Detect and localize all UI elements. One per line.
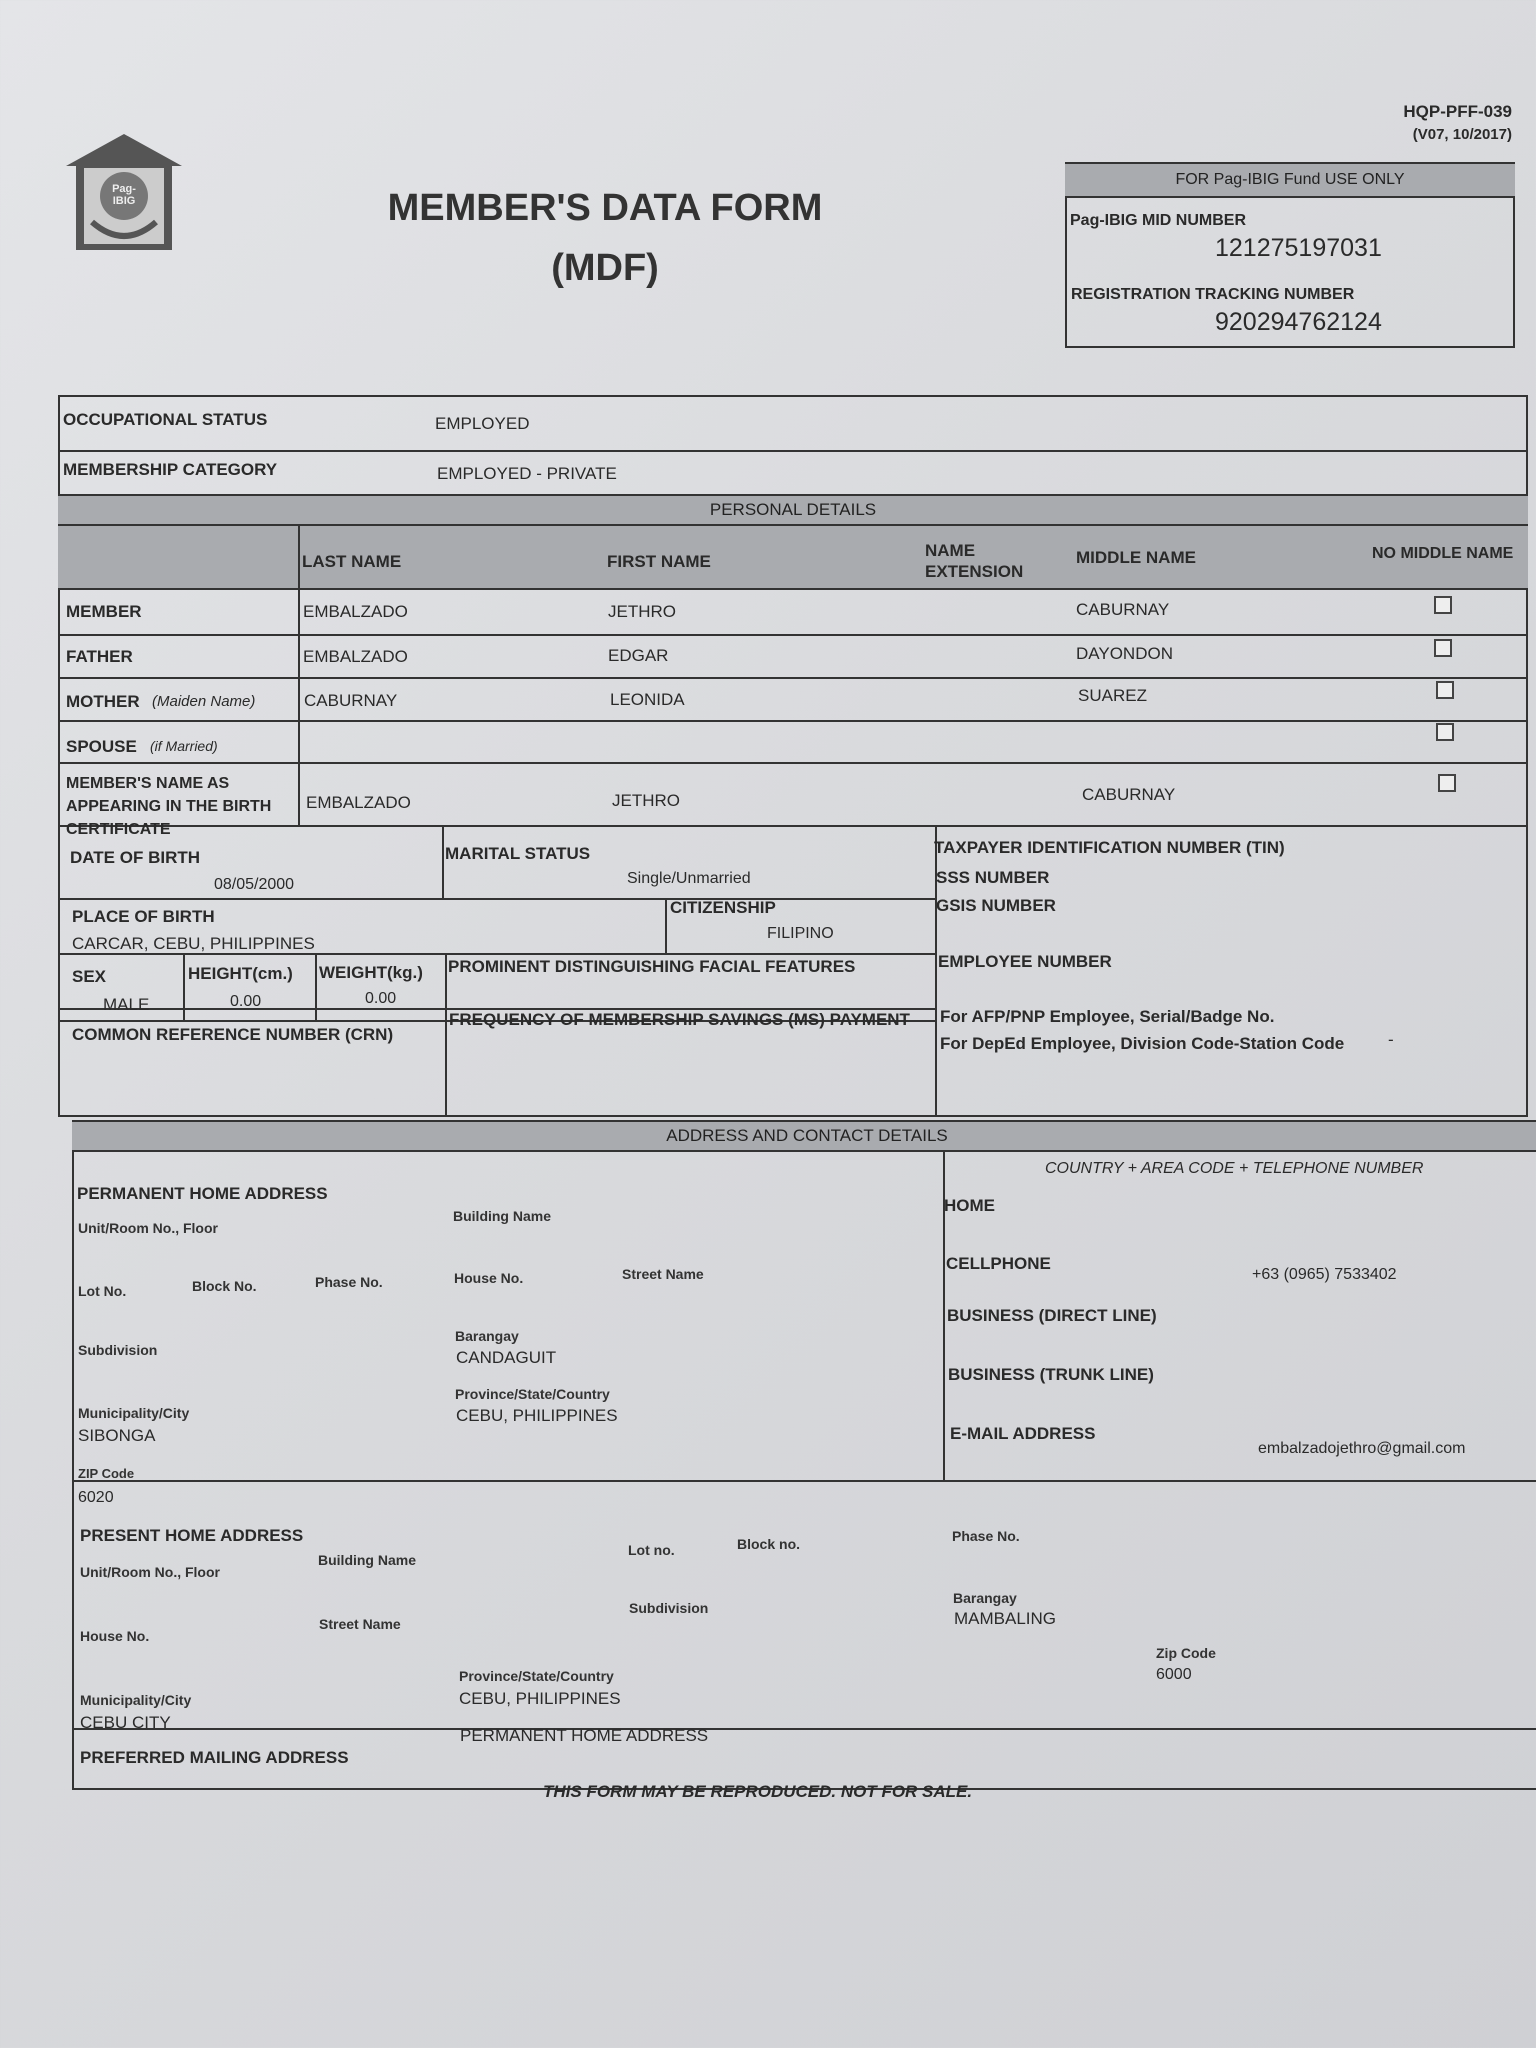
block-label: Block no. [737,1536,801,1552]
middle-name-value: DAYONDON [1076,644,1173,663]
height-value: 0.00 [230,993,262,1010]
province-value: CEBU, PHILIPPINES [459,1689,621,1708]
deped-label: For DepEd Employee, Division Code-Station Code [940,1034,1345,1053]
cellphone-value: +63 (0965) 7533402 [1252,1266,1397,1283]
afp-pnp-label: For AFP/PNP Employee, Serial/Badge No. [940,1007,1275,1026]
building-label: Building Name [453,1208,552,1224]
province-value: CEBU, PHILIPPINES [456,1406,618,1425]
cat-value: EMPLOYED - PRIVATE [437,464,617,483]
email-label: E-MAIL ADDRESS [950,1424,1096,1443]
lot-label: Lot no. [628,1542,675,1558]
row-label: MEMBER'S NAME AS APPEARING IN THE BIRTH CERTIFICATE [66,775,272,838]
no-middle-name-checkbox[interactable] [1434,639,1452,657]
zip-label: ZIP Code [78,1466,135,1481]
col-first-name: FIRST NAME [607,552,711,571]
subdivision-label: Subdivision [629,1600,709,1616]
row-label: FATHER [66,647,133,666]
present-title: PRESENT HOME ADDRESS [80,1526,304,1545]
rtn-value: 920294762124 [1215,308,1382,336]
permanent-title: PERMANENT HOME ADDRESS [77,1184,328,1203]
first-name-value: JETHRO [612,791,680,810]
row-label: SPOUSE [66,737,137,756]
pob-value: CARCAR, CEBU, PHILIPPINES [72,934,315,953]
sex-label: SEX [72,967,107,986]
citizenship-value: FILIPINO [767,925,834,942]
house-label: House No. [80,1628,150,1644]
col-no-middle-name: NO MIDDLE NAME [1372,545,1514,562]
dob-value: 08/05/2000 [214,876,295,893]
cat-label: MEMBERSHIP CATEGORY [63,460,278,479]
gsis-label: GSIS NUMBER [936,896,1056,915]
svg-text:Pag-: Pag- [112,183,136,195]
row-label: MOTHER [66,692,140,711]
no-middle-name-checkbox[interactable] [1436,681,1454,699]
lot-label: Lot No. [78,1283,127,1299]
barangay-label: Barangay [953,1590,1017,1606]
height-label: HEIGHT(cm.) [188,964,293,983]
last-name-value: EMBALZADO [303,602,408,621]
business-trunk-label: BUSINESS (TRUNK LINE) [948,1365,1154,1384]
phone-format-heading: COUNTRY + AREA CODE + TELEPHONE NUMBER [1045,1160,1424,1177]
city-label: Municipality/City [80,1692,192,1708]
citizenship-label: CITIZENSHIP [670,898,776,917]
email-value: embalzadojethro@gmail.com [1258,1440,1466,1457]
col-last-name: LAST NAME [302,552,402,571]
col-middle-name: MIDDLE NAME [1076,548,1196,567]
svg-text:IBIG: IBIG [112,195,136,207]
province-label: Province/State/Country [459,1668,614,1684]
no-middle-name-checkbox[interactable] [1434,596,1452,614]
pag-ibig-logo [62,130,186,255]
cellphone-label: CELLPHONE [946,1254,1051,1273]
mid-value: 121275197031 [1215,234,1382,262]
barangay-label: Barangay [455,1328,519,1344]
weight-value: 0.00 [365,990,397,1007]
middle-name-value: CABURNAY [1076,600,1170,619]
city-value: SIBONGA [78,1426,156,1445]
title-line-1: MEMBER'S DATA FORM [387,187,823,229]
address-heading: ADDRESS AND CONTACT DETAILS [72,1120,1536,1152]
last-name-value: EMBALZADO [303,647,408,666]
deped-value: - [1388,1030,1394,1049]
pob-label: PLACE OF BIRTH [72,907,215,926]
business-direct-label: BUSINESS (DIRECT LINE) [947,1306,1157,1325]
marital-value: Single/Unmarried [627,870,751,887]
occ-value: EMPLOYED [435,414,530,433]
zip-label: Zip Code [1156,1645,1216,1661]
block-label: Block No. [192,1278,257,1294]
first-name-value: LEONIDA [610,690,685,709]
subdivision-label: Subdivision [78,1342,158,1358]
row-note: (Maiden Name) [152,693,256,710]
no-middle-name-checkbox[interactable] [1438,774,1456,792]
form-title [300,178,910,298]
form-version: (V07, 10/2017) [1412,126,1512,143]
street-label: Street Name [622,1266,704,1282]
row-note: (if Married) [150,738,218,754]
form-code: HQP-PFF-039 [1403,102,1512,121]
first-name-value: JETHRO [608,602,676,621]
first-name-value: EDGAR [608,646,669,665]
barangay-value: CANDAGUIT [456,1348,557,1367]
middle-name-value: SUAREZ [1078,686,1147,705]
home-phone-label: HOME [944,1196,995,1215]
last-name-value: CABURNAY [304,691,398,710]
preferred-mailing-value: PERMANENT HOME ADDRESS [460,1726,709,1745]
building-label: Building Name [318,1552,417,1568]
middle-name-value: CABURNAY [1082,785,1176,804]
footer-note: THIS FORM MAY BE REPRODUCED. NOT FOR SALE. [543,1782,973,1801]
unit-label: Unit/Room No., Floor [80,1564,220,1580]
fund-use-heading: FOR Pag-IBIG Fund USE ONLY [1065,162,1515,198]
ms-frequency-label: FREQUENCY OF MEMBERSHIP SAVINGS (MS) PAYMENT [449,1010,910,1029]
city-value: CEBU CITY [80,1713,171,1732]
phase-label: Phase No. [952,1528,1020,1544]
mid-label: Pag-IBIG MID NUMBER [1070,212,1246,229]
last-name-value: EMBALZADO [306,793,411,812]
col-name-extension: NAME EXTENSION [925,541,1024,581]
province-label: Province/State/Country [455,1386,610,1402]
zip-value: 6000 [1156,1666,1192,1683]
city-label: Municipality/City [78,1405,190,1421]
marital-label: MARITAL STATUS [445,844,591,863]
no-middle-name-checkbox[interactable] [1436,723,1454,741]
dob-label: DATE OF BIRTH [70,848,201,867]
title-line-2: (MDF) [551,247,659,289]
street-label: Street Name [319,1616,401,1632]
sss-label: SSS NUMBER [936,868,1050,887]
rtn-label: REGISTRATION TRACKING NUMBER [1071,286,1355,303]
row-label: MEMBER [66,602,142,621]
barangay-value: MAMBALING [954,1609,1057,1628]
employee-number-label: EMPLOYEE NUMBER [938,952,1112,971]
personal-heading: PERSONAL DETAILS [58,494,1528,526]
occ-label: OCCUPATIONAL STATUS [63,410,268,429]
crn-label: COMMON REFERENCE NUMBER (CRN) [72,1025,394,1044]
weight-label: WEIGHT(kg.) [319,963,423,982]
facial-features-label: PROMINENT DISTINGUISHING FACIAL FEATURES [448,957,856,976]
house-label: House No. [454,1270,524,1286]
unit-label: Unit/Room No., Floor [78,1220,218,1236]
sex-value: MALE [103,995,150,1014]
tin-label: TAXPAYER IDENTIFICATION NUMBER (TIN) [934,838,1285,857]
preferred-mailing-label: PREFERRED MAILING ADDRESS [80,1748,349,1767]
phase-label: Phase No. [315,1274,383,1290]
zip-value: 6020 [78,1489,114,1506]
